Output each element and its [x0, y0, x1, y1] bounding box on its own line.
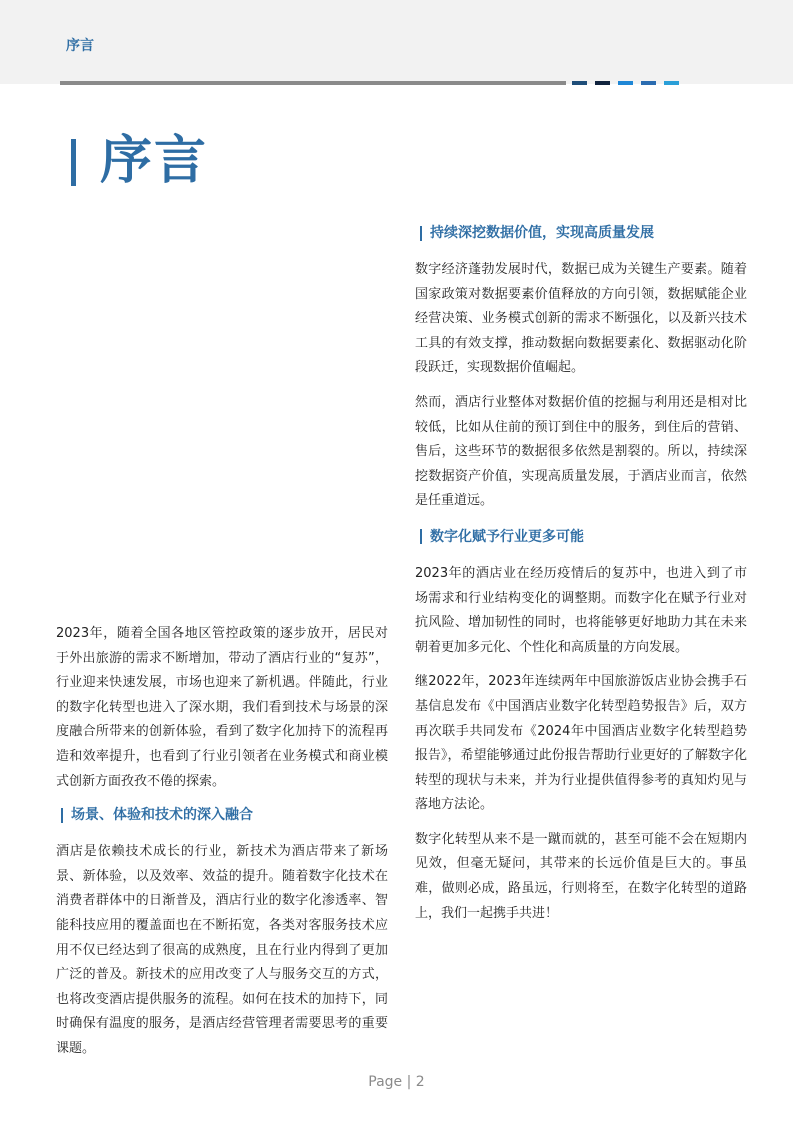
header-rule [60, 81, 566, 85]
section-heading-text: 数字化赋予行业更多可能 [430, 528, 584, 545]
intro-paragraph: 2023年，随着全国各地区管控政策的逐步放开，居民对于外出旅游的需求不断增加，带动了酒店行业的“复苏”，行业迎来快速发展，市场也迎来了新机遇。伴随此，行业的数字化转型也进入了深水期，我们看到技术与场景的深度融合所带来的创新体验，看到了数字化加持下的流程再造和效率提升，也看到了行业引领者在业务模式和商业模式创新方面孜孜不倦的探索。 [56, 626, 388, 789]
header-rule-segment [641, 81, 656, 85]
section-paragraph: 然而，酒店行业整体对数据价值的挖掘与利用还是相对比较低，比如从住前的预订到住中的服务，到住后的营销、售后，这些环节的数据很多依然是割裂的。所以，持续深挖数据资产价值，实现高质量发展，于酒店业而言，依然是任重道远。 [415, 394, 747, 509]
section-heading-text: 场景、体验和技术的深入融合 [71, 807, 253, 824]
section-heading [415, 526, 747, 548]
header-rule-segment [595, 81, 610, 85]
title-accent-bar [71, 139, 76, 186]
section-paragraph: 数字经济蓬勃发展时代，数据已成为关键生产要素。随着国家政策对数据要素价值释放的方向引领，数据赋能企业经营决策、业务模式创新的需求不断强化，以及新兴技术工具的有效支撑，推动数据向数据要素化、数据驱动化阶段跃迁，实现数据价值崛起。 [415, 262, 747, 376]
header-rule-segment [572, 81, 587, 85]
left-column [56, 622, 388, 1072]
header-bar [0, 0, 793, 84]
heading-accent-bar [61, 808, 63, 823]
section-heading [56, 804, 388, 826]
header-label: 序言 [66, 38, 94, 54]
page-title: 序言 [100, 131, 209, 191]
page-number: Page | 2 [368, 1074, 425, 1090]
section-heading-text: 持续深挖数据价值，实现高质量发展 [430, 225, 654, 241]
heading-accent-bar [420, 529, 422, 544]
section-paragraph: 数字化转型从来不是一蹴而就的，甚至可能不会在短期内见效，但毫无疑问，其带来的长远价值是巨大的。事虽难，做则必成，路虽远，行则将至，在数字化转型的道路上，我们一起携手共进！ [415, 831, 747, 921]
section-paragraph: 酒店是依赖技术成长的行业，新技术为酒店带来了新场景、新体验，以及效率、效益的提升。随着数字化技术在消费者群体中的日渐普及，酒店行业的数字化渗透率、智能科技应用的覆盖面也在不断拓宽，各类对客服务技术应用不仅已经达到了很高的成熟度，且在行业内得到了更加广泛的普及。新技术的应用改变了人与服务交互的方式，也将改变酒店提供服务的流程。如何在技术的加持下，同时确保有温度的服务，是酒店经营管理者需要思考的重要课题。 [56, 844, 388, 1056]
section-heading [415, 222, 747, 244]
header-rule-segment [664, 81, 679, 85]
heading-accent-bar [420, 226, 422, 241]
section-paragraph: 2023年的酒店业在经历疫情后的复苏中，也进入到了市场需求和行业结构变化的调整期。而数字化在赋予行业对抗风险、增加韧性的同时，也将能够更好地助力其在未来朝着更加多元化、个性化和高质量的方向发展。 [415, 565, 747, 655]
right-column [415, 222, 747, 936]
header-rule-segment [618, 81, 633, 85]
section-paragraph: 继2022年，2023年连续两年中国旅游饭店业协会携手石基信息发布《中国酒店业数字化转型趋势报告》后，双方再次联手共同发布《2024年中国酒店业数字化转型趋势报告》，希望能够通过此份报告帮助行业更好的了解数字化转型的现状与未来，并为行业提供值得参考的真知灼见与落地方法论。 [415, 674, 747, 813]
